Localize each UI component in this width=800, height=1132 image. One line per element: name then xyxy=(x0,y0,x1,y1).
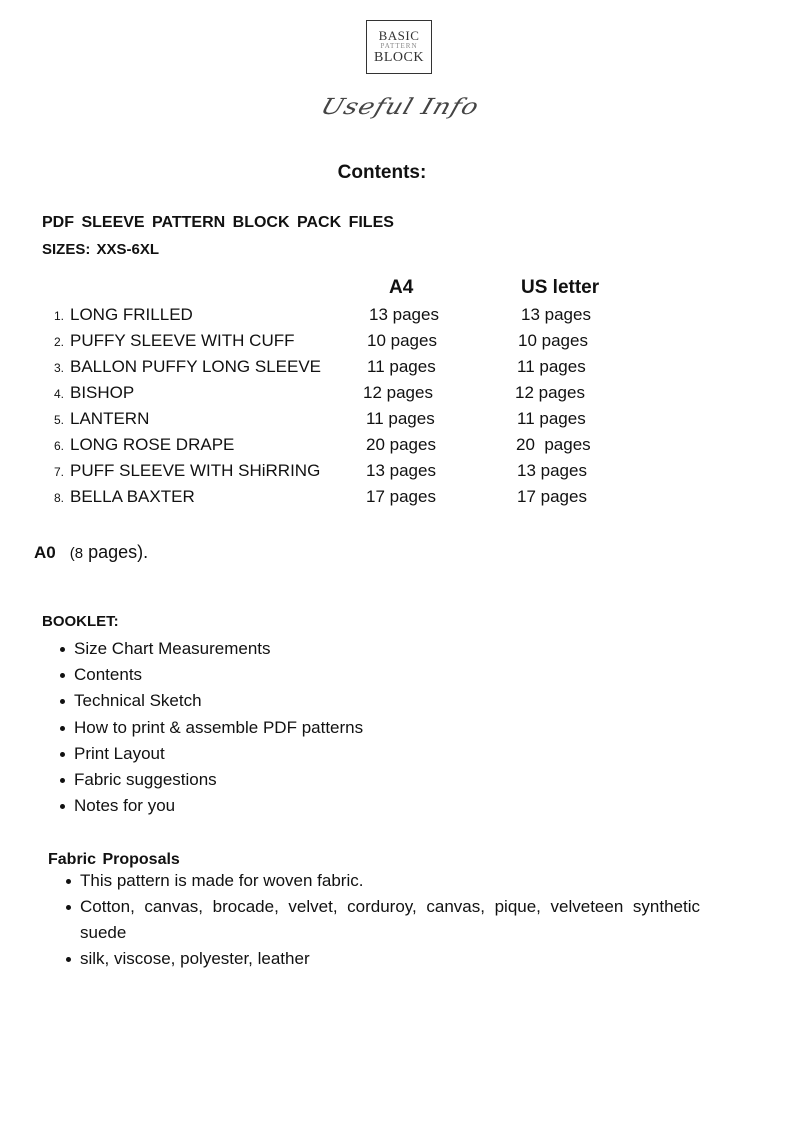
pattern-name: LANTERN xyxy=(70,409,150,428)
pattern-number: 8. xyxy=(54,491,65,505)
a0-paren: ( xyxy=(69,545,75,562)
pattern-row xyxy=(0,331,800,357)
brand-logo xyxy=(366,20,432,74)
pattern-row xyxy=(0,409,800,435)
pattern-a4-pages: 13 pages xyxy=(366,461,436,480)
list-item: How to print & assemble PDF patterns xyxy=(58,715,363,741)
logo-line-1: BASIC xyxy=(378,28,420,43)
pattern-name: LONG FRILLED xyxy=(70,305,193,324)
pattern-us-pages: 13 pages xyxy=(521,305,591,324)
pattern-row xyxy=(0,461,800,487)
pattern-number: 1. xyxy=(54,309,65,323)
booklet-title: BOOKLET: xyxy=(42,613,119,630)
sizes-label: SIZES: XXS-6XL xyxy=(42,241,160,258)
pack-title: PDF SLEEVE PATTERN BLOCK PACK FILES xyxy=(42,214,394,231)
pattern-name: PUFF SLEEVE WITH SHiRRING xyxy=(70,461,321,480)
list-item: Contents xyxy=(58,662,363,688)
pattern-row xyxy=(0,487,800,513)
logo-line-2: PATTERN xyxy=(380,42,418,50)
pattern-number: 2. xyxy=(54,335,65,349)
a0-pages-text: pages). xyxy=(83,542,149,562)
fabric-list xyxy=(64,868,700,972)
pattern-row xyxy=(0,383,800,409)
a0-count: 8 xyxy=(74,545,84,562)
pattern-a4-pages: 11 pages xyxy=(367,357,436,376)
pattern-us-pages: 10 pages xyxy=(518,331,588,350)
logo-line-3: BLOCK xyxy=(374,50,424,65)
list-item: This pattern is made for woven fabric. xyxy=(64,868,700,894)
pattern-number: 3. xyxy=(54,361,65,375)
pattern-a4-pages: 17 pages xyxy=(366,487,436,506)
list-item: Notes for you xyxy=(58,793,363,819)
pattern-name: LONG ROSE DRAPE xyxy=(70,435,235,454)
pattern-us-pages: 12 pages xyxy=(515,383,585,402)
pattern-a4-pages: 20 pages xyxy=(366,435,436,454)
pattern-name: BALLON PUFFY LONG SLEEVE xyxy=(70,357,321,376)
pattern-a4-pages: 11 pages xyxy=(366,409,435,428)
column-header-us-letter: US letter xyxy=(521,277,600,298)
pattern-row xyxy=(0,435,800,461)
list-item: silk, viscose, polyester, leather xyxy=(64,946,700,972)
pattern-name: BELLA BAXTER xyxy=(70,487,195,506)
pattern-number: 6. xyxy=(54,439,65,453)
a0-label: A0 xyxy=(34,543,56,562)
script-heading: Useful Info xyxy=(317,94,483,120)
pattern-name: PUFFY SLEEVE WITH CUFF xyxy=(70,331,295,350)
pattern-number: 4. xyxy=(54,387,65,401)
list-item: Size Chart Measurements xyxy=(58,636,363,662)
pattern-a4-pages: 12 pages xyxy=(363,383,433,402)
pattern-name: BISHOP xyxy=(70,383,135,402)
list-item: Print Layout xyxy=(58,741,363,767)
contents-title: Contents: xyxy=(337,162,427,183)
pattern-us-pages: 11 pages xyxy=(517,357,586,376)
pattern-us-pages: 17 pages xyxy=(517,487,587,506)
pattern-row xyxy=(0,305,800,331)
pattern-us-pages: 13 pages xyxy=(517,461,587,480)
pattern-us-pages: 20 pages xyxy=(516,435,591,454)
pattern-row xyxy=(0,357,800,383)
pattern-number: 5. xyxy=(54,413,65,427)
list-item: Technical Sketch xyxy=(58,688,363,714)
list-item: Fabric suggestions xyxy=(58,767,363,793)
pattern-us-pages: 11 pages xyxy=(517,409,586,428)
booklet-list xyxy=(58,636,363,819)
pattern-a4-pages: 10 pages xyxy=(367,331,437,350)
column-header-a4: A4 xyxy=(389,277,414,298)
pattern-a4-pages: 13 pages xyxy=(369,305,439,324)
a0-note xyxy=(34,542,148,563)
pattern-number: 7. xyxy=(54,465,65,479)
fabric-proposals-title: Fabric Proposals xyxy=(48,851,180,868)
list-item: Cotton, canvas, brocade, velvet, corduroy, canvas, pique, velveteen synthetic suede xyxy=(64,894,700,946)
